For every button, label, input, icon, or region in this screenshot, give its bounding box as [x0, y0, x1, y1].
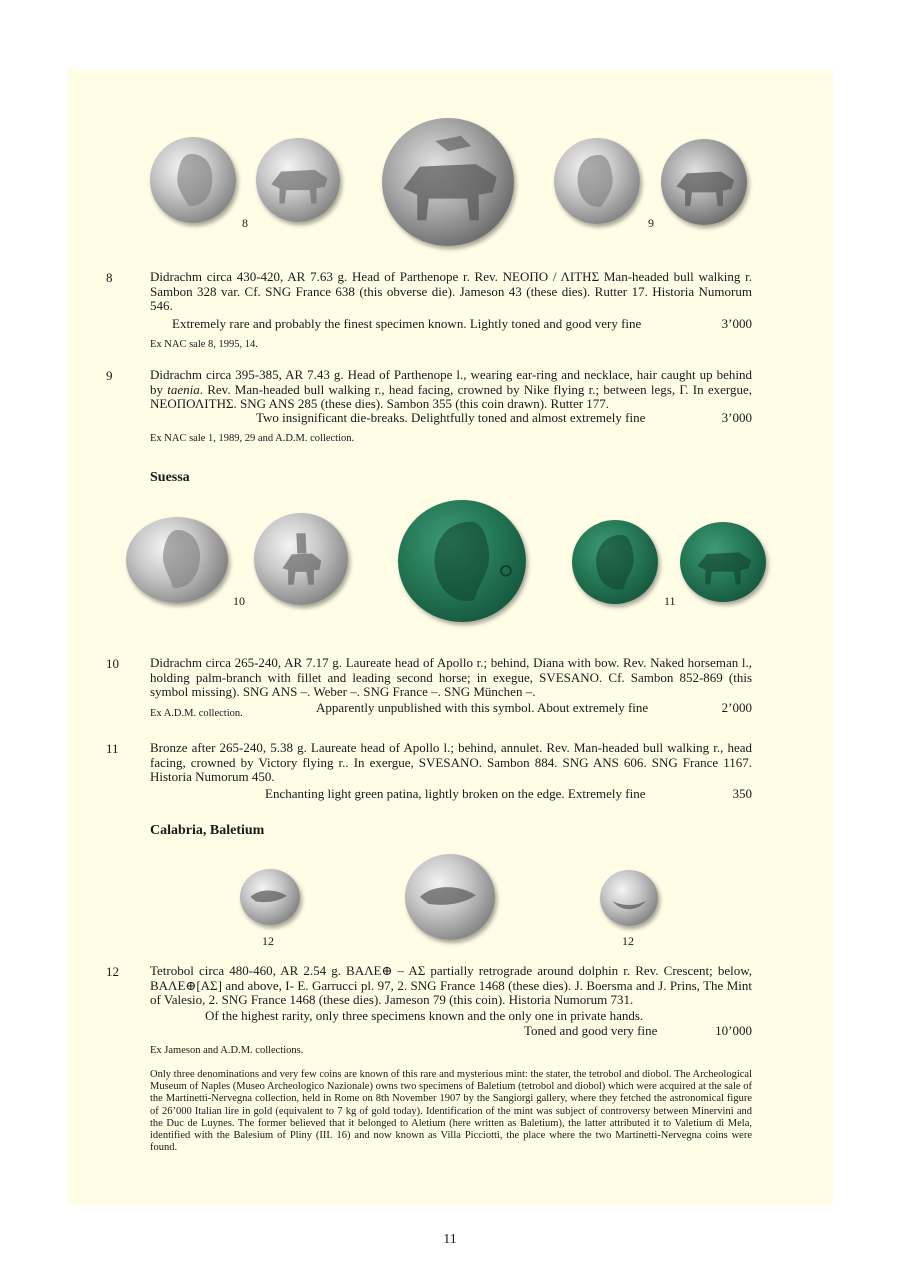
coin-9-reverse-enlarged — [382, 118, 514, 246]
mint-history-essay: Only three denominations and very few coins are known of this rare and mysterious mint: the stater, the tetrobol and diobol. The Archeological Museum of Naples (Museo Archeologico Nazionale) owns two specimens of Baletium (tetrobol and diobol) which were acquired at the sale of the Martinetti-Nervegna collection, held in Rome on 8th November 1907 by the Sangiorgi gallery, where they fetched the astronomical figure of 26’000 Italian lire in gold (equivalent to 7 kg of gold today). Identification of the mint was subject of controversy between Minervini and the Duc de Luynes. The former believed that it belonged to Aletium (here written as Baletium), the latter attributed it to Valetium di Mela, identified with the Balesium of Pliny (III. 16) and now known as Villa Picciotti, the place where the two Martinetti-Nervegna coins were found. — [150, 1069, 752, 1154]
lot-number: 11 — [106, 741, 119, 756]
photo-label-8: 8 — [242, 216, 248, 230]
lot-number: 10 — [106, 656, 119, 671]
lot-condition: Enchanting light green patina, lightly broken on the edge. Extremely fine — [265, 786, 646, 801]
lot-condition: Toned and good very fine — [524, 1023, 658, 1038]
lot-price: 3’000 — [721, 316, 752, 331]
lot-provenance: Ex NAC sale 1, 1989, 29 and A.D.M. collection. — [150, 433, 355, 444]
coin-9-obverse — [554, 138, 640, 224]
lot-description: Didrachm circa 395-385, AR 7.43 g. Head of Parthenope l., wearing ear-ring and necklace, hair caught up behind by taenia. Rev. Man-headed bull walking r., head facing, crowned by Nike flying r.; between legs, Γ. In exergue, ΝΕΟΠΟΛΙΤΗΣ. SNG ANS 285 (these dies). Sambon 355 (this coin drawn). Rutter 177. — [150, 367, 752, 412]
coin-10-reverse — [254, 513, 348, 605]
photo-label-11: 11 — [664, 594, 676, 608]
coin-11-reverse — [680, 522, 766, 602]
coin-9-reverse — [661, 139, 747, 225]
lot-description: Bronze after 265-240, 5.38 g. Laureate head of Apollo l.; behind, annulet. Rev. Man-headed bull walking r., head facing, crowned by Victory flying r.. In exergue, SVESANO. Sambon 884. SNG ANS 606. SNG France 1167. Historia Numorum 450. — [150, 740, 752, 785]
lot-price: 3’000 — [721, 410, 752, 425]
photo-label-9: 9 — [648, 216, 654, 230]
lot-provenance: Ex NAC sale 8, 1995, 14. — [150, 339, 258, 350]
lot-description: Didrachm circa 430-420, AR 7.63 g. Head of Parthenope r. Rev. ΝΕΟΠΟ / ΛΙΤΗΣ Man-headed bull walking r. Sambon 328 var. Cf. SNG France 638 (this obverse die). Jameson 43 (these dies). Rutter 17. Historia Numorum 546. — [150, 269, 752, 314]
section-heading-suessa: Suessa — [150, 470, 190, 485]
coin-12-obverse-enlarged — [405, 854, 495, 940]
photo-label-10: 10 — [233, 594, 245, 608]
lot-number: 8 — [106, 270, 113, 285]
section-heading-calabria: Calabria, Baletium — [150, 823, 265, 838]
coin-11-obverse — [572, 520, 658, 604]
lot-condition: Two insignificant die-breaks. Delightfully toned and almost extremely fine — [256, 410, 646, 425]
lot-description: Didrachm circa 265-240, AR 7.17 g. Laureate head of Apollo r.; behind, Diana with bow. Rev. Naked horseman l., holding palm-branch with fillet and leading second horse; in exegue, SVESANO. Cf. Sambon 852-869 (this symbol missing). SNG ANS –. Weber –. SNG France –. SNG München –. — [150, 655, 752, 700]
lot-provenance: Ex A.D.M. collection. — [150, 708, 243, 719]
coin-8-reverse — [256, 138, 340, 222]
coin-10-obverse — [126, 517, 228, 603]
coin-8-obverse — [150, 137, 236, 223]
lot-number: 12 — [106, 964, 119, 979]
lot-number: 9 — [106, 368, 113, 383]
lot-price: 10’000 — [715, 1023, 752, 1038]
coin-12-obverse — [240, 869, 300, 925]
coin-11-obverse-enlarged — [398, 500, 526, 622]
lot-condition: Extremely rare and probably the finest specimen known. Lightly toned and good very fine — [172, 316, 642, 331]
coin-12-reverse — [600, 870, 658, 926]
lot-description: Tetrobol circa 480-460, AR 2.54 g. ΒΑΛΕ⊕ – ΑΣ partially retrograde around dolphin r. Rev. Crescent; below, ΒΑΛΕ⊕[ΑΣ] and above, I- E. Garrucci pl. 97, 2. SNG France 1468 (these dies). J. Boersma and J. Prins, The Mint of Valesio, 2. SNG France 1468 (these dies). Jameson 79 (this coin). Historia Numorum 731. — [150, 963, 752, 1008]
photo-label-12-right: 12 — [622, 934, 634, 948]
photo-label-12-left: 12 — [262, 934, 274, 948]
lot-provenance: Ex Jameson and A.D.M. collections. — [150, 1045, 304, 1056]
lot-condition: Apparently unpublished with this symbol. About extremely fine — [316, 700, 649, 715]
lot-price: 2’000 — [721, 700, 752, 715]
lot-rarity-note: Of the highest rarity, only three specimens known and the only one in private hands. — [205, 1008, 644, 1023]
page-number: 11 — [443, 1232, 457, 1247]
lot-price: 350 — [732, 786, 752, 801]
